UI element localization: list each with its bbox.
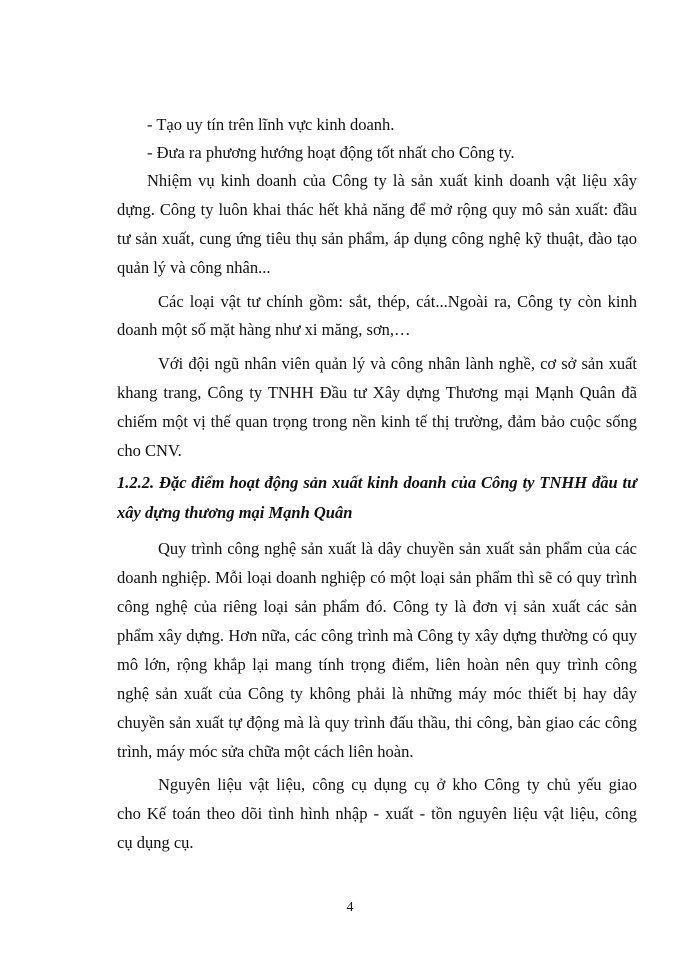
page-number: 4 xyxy=(346,900,354,915)
bullet-line: - Tạo uy tín trên lĩnh vực kinh doanh. xyxy=(147,115,395,134)
paragraph-line: Với đội ngũ nhân viên quản lý và công nhân lành nghề, cơ sở sản xuất xyxy=(158,354,637,373)
paragraph-line: tư sản xuất, cung ứng tiêu thụ sản phẩm, áp dụng công nghệ kỹ thuật, đào tạo xyxy=(117,229,637,248)
paragraph-line: nghệ sản xuất của Công ty không phải là những máy móc thiết bị hay dây xyxy=(117,684,637,703)
paragraph-line: quản lý và công nhân... xyxy=(117,258,271,277)
paragraph-line: cho CNV. xyxy=(117,441,182,460)
paragraph-line: chuyền sản xuất tự động mà là quy trình đấu thầu, thi công, bàn giao các công xyxy=(117,713,637,732)
section-heading-line: xây dựng thương mại Mạnh Quân xyxy=(117,503,353,522)
paragraph-line: cụ dụng cụ. xyxy=(117,833,194,852)
paragraph-line: doanh một số mặt hàng như xi măng, sơn,… xyxy=(117,320,411,339)
paragraph-line: khang trang, Công ty TNHH Đầu tư Xây dựng Thương mại Mạnh Quân đã xyxy=(117,383,637,402)
section-heading-line: 1.2.2. Đặc điểm hoạt động sản xuất kinh doanh của Công ty TNHH đầu tư xyxy=(117,473,637,492)
paragraph-line: chiếm một vị thế quan trọng trong nền kinh tế thị trường, đảm bảo cuộc sống xyxy=(117,412,637,431)
paragraph-line: phẩm xây dựng. Hơn nữa, các công trình mà Công ty xây dựng thường có quy xyxy=(117,626,637,645)
paragraph-line: Các loại vật tư chính gồm: sắt, thép, cát...Ngoài ra, Công ty còn kinh xyxy=(158,292,637,311)
paragraph-line: doanh nghiệp. Mỗi loại doanh nghiệp có một loại sản phẩm thì sẽ có quy trình xyxy=(117,568,637,587)
paragraph-line: trình, máy móc sửa chữa một cách liên hoàn. xyxy=(117,742,414,761)
paragraph-line: dựng. Công ty luôn khai thác hết khả năng để mở rộng quy mô sản xuất: đầu xyxy=(117,200,637,219)
bullet-line: - Đưa ra phương hướng hoạt động tốt nhất cho Công ty. xyxy=(147,143,515,162)
paragraph-line: mô lớn, rộng khắp lại mang tính trọng điểm, liên hoàn nên quy trình công xyxy=(117,655,637,674)
paragraph-line: Quy trình công nghệ sản xuất là dây chuyền sản xuất sản phẩm của các xyxy=(158,539,637,558)
paragraph-line: Nguyên liệu vật liệu, công cụ dụng cụ ở kho Công ty chủ yếu giao xyxy=(158,775,637,794)
paragraph-line: công nghệ của riêng loại sản phẩm đó. Công ty là đơn vị sản xuất các sản xyxy=(117,597,637,616)
paragraph-line: Nhiệm vụ kinh doanh của Công ty là sản xuất kinh doanh vật liệu xây xyxy=(147,171,637,190)
paragraph-line: cho Kế toán theo dõi tình hình nhập - xuất - tồn nguyên liệu vật liệu, công xyxy=(117,804,637,823)
